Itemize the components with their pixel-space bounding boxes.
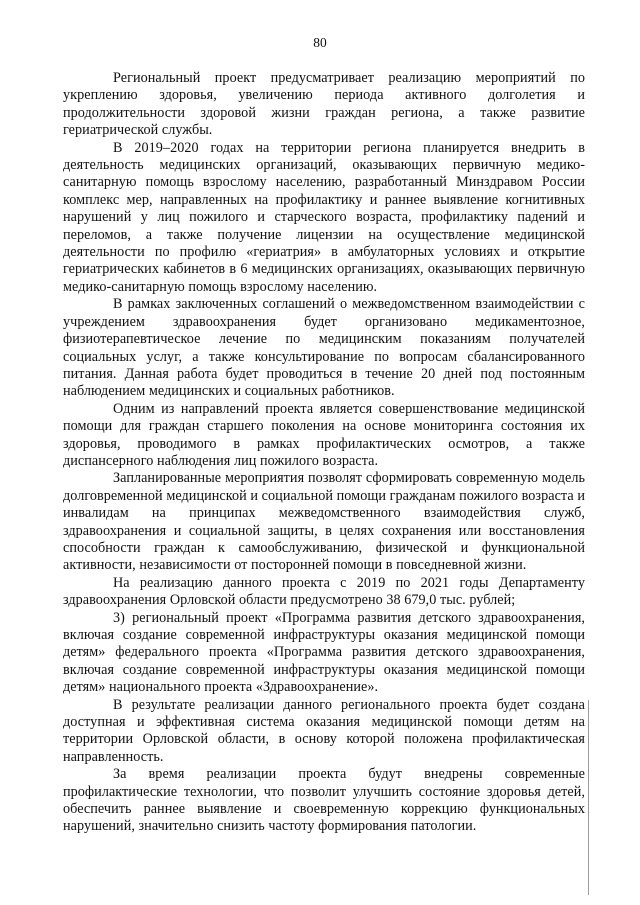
- paragraph-preventive-technologies: За время реализации проекта будут внедрены современные профилактические технологии, что позволит улучшить состояние здоровья детей, обеспечить раннее выявление и своевременную коррекцию функциональных нарушений, значительно снизить частоту формирования патологии.: [63, 766, 585, 835]
- paragraph-interagency-agreements: В рамках заключенных соглашений о межведомственном взаимодействии с учреждением здравоохранения будет организовано медикаментозное, физиотерапевтическое лечение по медицинским показаниям получателей социальных услуг, а также консультирование по вопросам сбалансированного питания. Данная работа будет проводиться в течение 20 дней под постоянным наблюдением медицинских и социальных работников.: [63, 296, 585, 400]
- page-number: 80: [313, 35, 327, 50]
- paragraph-project-funding: На реализацию данного проекта с 2019 по 2021 годы Департаменту здравоохранения Орловской области предусмотрено 38 679,0 тыс. рублей;: [63, 574, 585, 609]
- paragraph-planned-activities: Запланированные мероприятия позволят сформировать современную модель долговременной медицинской и социальной помощи гражданам пожилого возраста и инвалидам на принципах межведомственного взаимодействия служб, здравоохранения и социальной защиты, в целях сохранения или восстановления способности граждан к самообслуживанию, физической и функциональной активности, независимости от посторонней помощи в повседневной жизни.: [63, 470, 585, 574]
- paragraph-2019-2020-measures: В 2019–2020 годах на территории региона планируется внедрить в деятельность медицинских организаций, оказывающих первичную медико-санитарную помощь взрослому населению, разработанный Минздравом России комплекс мер, направленных на профилактику и раннее выявление когнитивных нарушений у лиц пожилого и старческого возраста, профилактику падений и переломов, а также получение лицензии на осуществление медицинской деятельности по профилю «гериатрия» в амбулаторных условиях и открытие гериатрических кабинетов в 6 медицинских организациях, оказывающих первичную медико-санитарную помощь взрослому населению.: [63, 139, 585, 295]
- document-body: [63, 70, 585, 836]
- paragraph-regional-project-3: 3) региональный проект «Программа развития детского здравоохранения, включая создание современной инфраструктуры оказания медицинской помощи детям» федерального проекта «Программа развития детского здравоохранения, включая создание современной инфраструктуры оказания медицинской помощи детям» национального проекта «Здравоохранение».: [63, 609, 585, 696]
- scan-edge-line: [588, 700, 589, 895]
- paragraph-care-improvement: Одним из направлений проекта является совершенствование медицинской помощи для граждан старшего поколения на основе мониторинга состояния их здоровья, проводимого в рамках профилактических осмотров, а также диспансерного наблюдения лиц пожилого возраста.: [63, 400, 585, 469]
- paragraph-project-goals: Региональный проект предусматривает реализацию мероприятий по укреплению здоровья, увеличению периода активного долголетия и продолжительности здоровой жизни граждан региона, а также развитие гериатрической службы.: [63, 70, 585, 139]
- paragraph-project-results: В результате реализации данного регионального проекта будет создана доступная и эффективная система оказания медицинской помощи детям на территории Орловской области, в основу которой положена профилактическая направленность.: [63, 696, 585, 765]
